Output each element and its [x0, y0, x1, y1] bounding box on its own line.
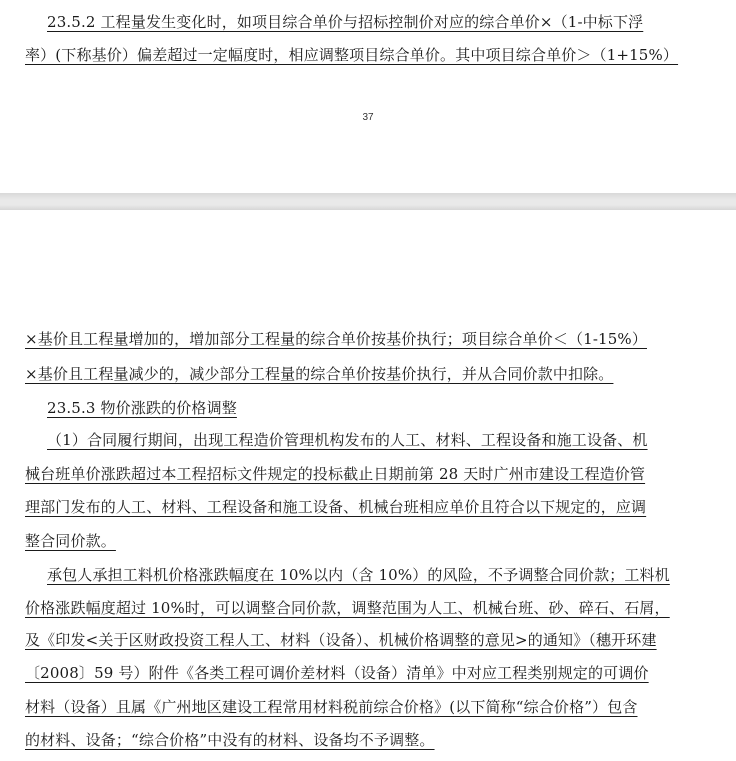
document-page-37 [0, 0, 736, 193]
text-line: ×基价且工程量增加的，增加部分工程量的综合单价按基价执行；项目综合单价＜（1-15%） [25, 330, 647, 348]
text-line: ×基价且工程量减少的，减少部分工程量的综合单价按基价执行，并从合同价款中扣除。 [25, 365, 614, 383]
page-number: 37 [362, 112, 374, 123]
text-line: （1）合同履行期间，出现工程造价管理机构发布的人工、材料、工程设备和施工设备、机 [47, 431, 648, 449]
text-line: 承包人承担工料机价格涨跌幅度在 10%以内（含 10%）的风险，不予调整合同价款；工料机 [47, 566, 670, 584]
section-heading: 23.5.3 物价涨跌的价格调整 [47, 399, 237, 417]
text-line: 价格涨跌幅度超过 10%时，可以调整合同价款，调整范围为人工、机械台班、砂、碎石、石屑， [25, 599, 670, 617]
text-line: 整合同价款。 [25, 532, 116, 550]
page-separator [0, 193, 736, 210]
text-line: 理部门发布的人工、材料、工程设备和施工设备、机械台班相应单价且符合以下规定的，应调 [25, 498, 647, 516]
text-line: 率）(下称基价）偏差超过一定幅度时，相应调整项目综合单价。其中项目综合单价＞（1+15%） [25, 46, 679, 64]
text-line: 〔2008〕59 号）附件《各类工程可调价差材料（设备）清单》中对应工程类别规定的可调价 [25, 664, 649, 682]
text-line: 材料（设备）且属《广州地区建设工程常用材料税前综合价格》(以下简称“综合价格”）包含 [25, 698, 638, 716]
text-line: 的材料、设备；“综合价格”中没有的材料、设备均不予调整。 [25, 731, 435, 749]
text-line: 械台班单价涨跌超过本工程招标文件规定的投标截止日期前第 28 天时广州市建设工程造价管 [25, 465, 646, 483]
text-line: 及《印发<关于区财政投资工程人工、材料（设备）、机械价格调整的意见>的通知》（穗开环建 [25, 631, 657, 649]
text-line: 23.5.2 工程量发生变化时，如项目综合单价与招标控制价对应的综合单价×（1-中标下浮 [47, 13, 644, 31]
